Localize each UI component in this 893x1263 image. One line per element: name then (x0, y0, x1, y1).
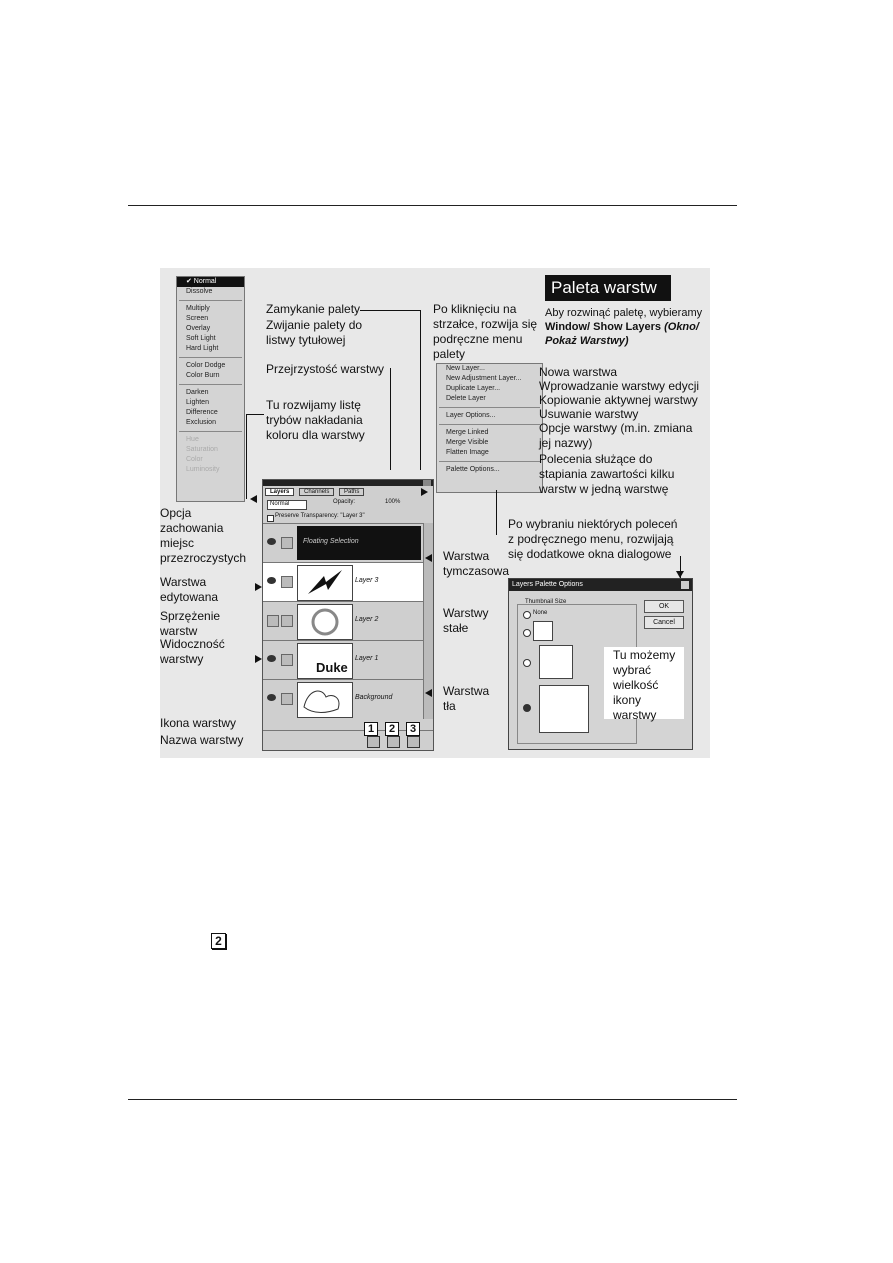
menu-separator (439, 407, 540, 408)
brush-icon[interactable] (281, 576, 293, 588)
radio-large[interactable] (523, 704, 531, 712)
cancel-button[interactable]: Cancel (644, 616, 684, 629)
tab-channels[interactable]: Channels (299, 488, 334, 496)
tab-layers[interactable]: Layers (265, 488, 294, 496)
small-thumb (533, 621, 553, 641)
callout-bg: Warstwa tła (443, 684, 490, 713)
large-thumb (539, 685, 589, 733)
callout-name: Nazwa warstwy (160, 733, 244, 747)
ok-button[interactable]: OK (644, 600, 684, 613)
intro-bold: Window/ Show Layers (545, 321, 662, 333)
callout-close: Zamykanie palety (266, 302, 361, 316)
layer-row-floating[interactable] (263, 523, 423, 562)
link-icon[interactable] (281, 654, 293, 666)
arrow-icon (425, 554, 432, 562)
leader-line (420, 310, 421, 470)
figure-intro (545, 306, 705, 348)
leader-line (246, 414, 264, 415)
menu-item[interactable]: Exclusion (186, 419, 216, 426)
callout-merge: Polecenia służące do stapiania zawartości kilku warstw w jedną warstwę (539, 452, 675, 496)
leader-line (496, 490, 497, 535)
menu-item[interactable]: Layer Options... (446, 412, 496, 419)
ring-icon (298, 605, 352, 639)
bottom-rule (128, 1099, 737, 1100)
callout-fixed: Warstwy stałe (443, 606, 489, 635)
layer-thumbnail (297, 604, 353, 640)
menu-item[interactable]: Hard Light (186, 345, 219, 352)
layer-name: Layer 1 (355, 655, 379, 662)
opacity-value[interactable]: 100% (385, 499, 401, 505)
callout-modes: Tu rozwijamy listę trybów nakładania koloru dla warstwy (266, 398, 365, 442)
link-icon[interactable] (281, 615, 293, 627)
preserve-transparency-checkbox[interactable] (267, 515, 274, 522)
blend-mode-select[interactable]: Normal (267, 500, 307, 510)
dialog-close-icon[interactable] (681, 581, 689, 589)
menu-item[interactable]: Overlay (186, 325, 211, 332)
layer-thumbnail (297, 643, 353, 679)
menu-item[interactable]: Palette Options... (446, 466, 500, 473)
layer-thumbnail (297, 682, 353, 718)
callout-delete: Usuwanie warstwy (539, 407, 639, 421)
radio-small[interactable] (523, 629, 531, 637)
menu-separator (439, 424, 540, 425)
trash-icon[interactable] (407, 736, 420, 748)
thumbnail-size-label: Thumbnail Size (525, 599, 567, 605)
radio-none[interactable] (523, 611, 531, 619)
eye-icon[interactable] (267, 655, 276, 662)
radio-medium[interactable] (523, 659, 531, 667)
eye-icon[interactable] (267, 577, 276, 584)
menu-item[interactable]: Darken (186, 389, 209, 396)
layer-row-background[interactable] (263, 679, 423, 718)
new-mask-button[interactable] (387, 736, 400, 748)
intro-italic: (Okno/ Pokaż Warstwy) (545, 321, 699, 347)
menu-item[interactable]: Flatten Image (446, 449, 489, 456)
callout-opacity: Przejrzystość warstwy (266, 362, 385, 376)
callout-duplicate: Kopiowanie aktywnej warstwy (539, 393, 698, 407)
layers-palette (262, 479, 434, 751)
menu-separator (179, 431, 242, 432)
menu-item[interactable]: Duplicate Layer... (446, 385, 501, 392)
callout-linked: Sprzężenie warstw (160, 609, 221, 638)
callout-visibility: Widoczność warstwy (160, 637, 225, 666)
callout-options: Opcje warstwy (m.in. zmiana jej nazwy) (539, 421, 693, 450)
palette-menu (436, 363, 543, 493)
menu-item[interactable]: Saturation (186, 446, 218, 453)
layer-row-3[interactable] (263, 562, 423, 601)
menu-item[interactable]: Color Burn (186, 372, 220, 379)
callout-edited: Warstwa edytowana (160, 575, 219, 604)
leader-line (390, 368, 391, 470)
menu-item[interactable]: Difference (186, 409, 218, 416)
new-layer-button[interactable] (367, 736, 380, 748)
dialog-title: Layers Palette Options (509, 579, 692, 591)
menu-item[interactable]: Screen (186, 315, 209, 322)
preserve-transparency-label: Preserve Transparency: "Layer 3" (275, 513, 365, 519)
callout-icon-size: Tu możemy wybrać wielkość ikony warstwy (613, 648, 676, 722)
menu-item[interactable]: Delete Layer (446, 395, 486, 402)
menu-item[interactable]: Color (186, 456, 203, 463)
menu-separator (179, 384, 242, 385)
menu-item[interactable]: New Layer... (446, 365, 485, 372)
palette-menu-arrow-icon[interactable] (421, 488, 428, 496)
opacity-label: Opacity: (333, 499, 356, 505)
menu-item[interactable]: Luminosity (186, 466, 220, 473)
menu-separator (179, 357, 242, 358)
blend-mode-menu (176, 276, 245, 502)
marker-2: 2 (385, 722, 399, 736)
callout-dialogs: Po wybraniu niektórych poleceń z podręcznego menu, rozwijają się dodatkowe okna dialogowe (508, 517, 678, 561)
menu-item[interactable]: ✔ Normal (177, 277, 244, 287)
callout-new-layer: Nowa warstwa (539, 365, 618, 379)
arrow-icon (425, 689, 432, 697)
menu-item[interactable]: Dissolve (186, 288, 213, 295)
callout-arrow-menu: Po kliknięciu na strzałce, rozwija się podręczne menu palety (433, 302, 538, 361)
callout-temp: Warstwa tymczasowa (443, 549, 510, 578)
figure-icon (298, 683, 352, 717)
duke-text: Duke (316, 660, 348, 675)
callout-preserve: Opcja zachowania miejsc przezroczystych (160, 506, 247, 565)
menu-separator (179, 300, 242, 301)
menu-item[interactable]: Soft Light (186, 335, 216, 342)
layer-name: Background (355, 694, 393, 701)
tab-paths[interactable]: Paths (339, 488, 364, 496)
medium-thumb (539, 645, 573, 679)
layer-row-2[interactable] (263, 601, 423, 640)
body-marker: 2 (211, 933, 226, 949)
layer-name: Layer 2 (355, 616, 379, 623)
callout-adjust-layer: Wprowadzanie warstwy edycji (539, 379, 700, 393)
menu-item[interactable]: Lighten (186, 399, 209, 406)
menu-item[interactable]: Merge Linked (446, 429, 489, 436)
top-rule (128, 205, 737, 206)
eye-icon[interactable] (267, 538, 276, 545)
layer-thumbnail (297, 565, 353, 601)
menu-item[interactable]: Color Dodge (186, 362, 226, 369)
link-icon[interactable] (281, 537, 293, 549)
leader-line (246, 414, 247, 499)
layer-row-1[interactable] (263, 640, 423, 679)
leader-line (360, 310, 420, 311)
layer-name: Floating Selection (303, 538, 359, 545)
menu-item[interactable]: Multiply (186, 305, 210, 312)
menu-item[interactable]: Merge Visible (446, 439, 489, 446)
menu-item[interactable]: Hue (186, 436, 199, 443)
figure-title: Paleta warstw (545, 275, 671, 301)
arrow-icon (255, 655, 262, 663)
lightning-icon (298, 566, 352, 600)
intro-text: Aby rozwinąć paletę, wybieramy (545, 307, 703, 319)
menu-separator (439, 461, 540, 462)
visibility-box[interactable] (267, 615, 279, 627)
callout-icon: Ikona warstwy (160, 716, 237, 730)
layer-name: Layer 3 (355, 577, 379, 584)
arrow-icon (250, 495, 257, 503)
tab-row (265, 488, 405, 498)
link-icon[interactable] (281, 693, 293, 705)
close-icon[interactable] (423, 480, 431, 486)
arrow-icon (676, 571, 684, 578)
radio-none-label: None (533, 610, 548, 616)
callout-collapse: Zwijanie palety do listwy tytułowej (266, 318, 363, 347)
arrow-icon (255, 583, 262, 591)
marker-3: 3 (406, 722, 420, 736)
palette-titlebar (263, 480, 433, 486)
marker-1: 1 (364, 722, 378, 736)
menu-item[interactable]: New Adjustment Layer... (446, 375, 522, 382)
eye-icon[interactable] (267, 694, 276, 701)
